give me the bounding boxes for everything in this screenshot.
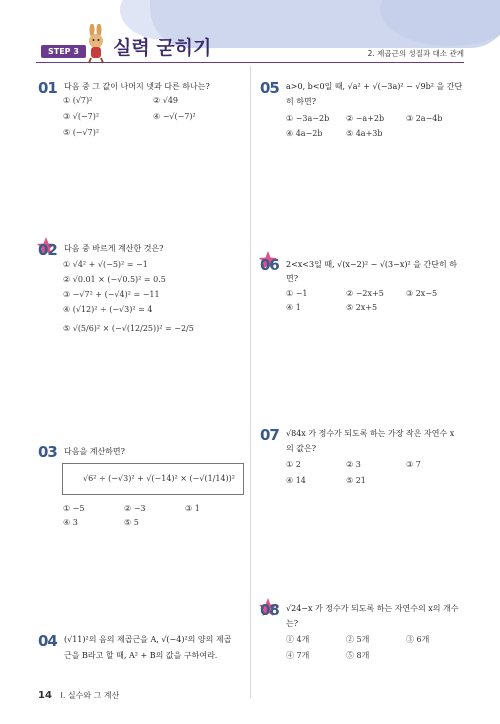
option: ③ 6개 xyxy=(406,635,430,644)
question-04 xyxy=(38,631,57,650)
option: ④ (√12)² ÷ (−√3)² = 4 xyxy=(63,305,153,314)
page-number: 14 xyxy=(38,690,52,701)
option: ① (√7)² xyxy=(63,96,93,105)
question-05 xyxy=(260,78,279,97)
option: ④ 3 xyxy=(63,518,78,527)
option: ① √4² + √(−5)² = −1 xyxy=(63,260,148,269)
option: ④ 4a−2b xyxy=(286,129,323,138)
question-text: a>0, b<0일 때, √a² + √(−3a)² − √9b² 을 간단 xyxy=(286,82,463,91)
rabbit-mascot-icon xyxy=(82,24,110,64)
question-text: √84x 가 정수가 되도록 하는 가장 작은 자연수 x xyxy=(286,429,455,438)
question-text: 히 하면? xyxy=(286,97,317,106)
question-02 xyxy=(38,240,57,259)
page-title: 실력 굳히기 xyxy=(113,37,212,59)
question-08 xyxy=(260,600,279,619)
option: ⑤ 5 xyxy=(124,518,139,527)
question-number: 06 xyxy=(260,256,279,274)
question-number: 01 xyxy=(38,79,57,97)
question-01 xyxy=(38,78,243,97)
question-text: √24−x 가 정수가 되도록 하는 자연수의 x의 개수 xyxy=(286,604,459,613)
question-number: 02 xyxy=(38,241,57,259)
section-title: 2. 제곱근의 성질과 대소 관계 xyxy=(367,49,464,58)
option: ⑤ (−√7)² xyxy=(63,128,100,137)
option: ② 3 xyxy=(346,460,361,469)
option: ③ 1 xyxy=(185,504,200,513)
option: ⑤ 2x+5 xyxy=(346,303,378,312)
chapter-title: Ⅰ. 실수와 그 계산 xyxy=(60,691,120,700)
option: ② −3 xyxy=(124,504,146,513)
question-number: 07 xyxy=(260,426,279,444)
question-03 xyxy=(38,442,57,461)
option: ④ 7개 xyxy=(286,651,310,660)
step-badge: STEP 3 xyxy=(41,45,86,58)
option: ① −1 xyxy=(286,289,308,298)
option: ③ √(−7)² xyxy=(63,112,100,121)
option: ④ 14 xyxy=(286,476,306,485)
question-text: 다음을 계산하면? xyxy=(64,447,125,456)
option: ① 2 xyxy=(286,460,301,469)
option: ② √0.01 × (−√0.5)² = 0.5 xyxy=(63,275,166,284)
question-text: 의 값은? xyxy=(286,444,317,453)
option: ③ −√7² + (−√4)² = −11 xyxy=(63,290,160,299)
question-07 xyxy=(260,425,279,444)
question-number: 04 xyxy=(38,632,57,650)
option: ⑤ 21 xyxy=(346,476,366,485)
header-rule xyxy=(36,62,464,63)
option: ③ 2x−5 xyxy=(406,289,438,298)
question-number: 03 xyxy=(38,443,57,461)
page-footer xyxy=(38,690,119,701)
question-number: 08 xyxy=(260,601,279,619)
question-text: 2<x<3일 때, √(x−2)² − √(3−x)² 을 간단히 하 xyxy=(286,260,457,269)
question-text: 다음 중 바르게 계산한 것은? xyxy=(64,244,164,253)
option: ② −2x+5 xyxy=(346,289,384,298)
expression: √6² ÷ (−√3)² + √(−14)² × (−√(1/14))² xyxy=(83,474,235,483)
expression-box xyxy=(62,463,244,495)
question-text: 는? xyxy=(286,619,299,628)
option: ② √49 xyxy=(153,96,178,105)
option: ④ 1 xyxy=(286,303,301,312)
option: ⑤ 4a+3b xyxy=(346,129,383,138)
question-text: 다음 중 그 값이 나머지 넷과 다른 하나는? xyxy=(64,82,210,91)
option: ① −3a−2b xyxy=(286,114,330,123)
option: ⑤ 8개 xyxy=(346,651,370,660)
question-06 xyxy=(260,255,279,274)
column-divider xyxy=(250,66,251,698)
option: ③ 2a−4b xyxy=(406,114,443,123)
option: ④ −√(−7)² xyxy=(153,112,196,121)
option: ⑤ √(5/6)² × (−√(12/25))² = −2/5 xyxy=(63,324,194,333)
option: ① 4개 xyxy=(286,635,310,644)
question-number: 05 xyxy=(260,79,279,97)
question-text: 근을 B라고 할 때, A² + B의 값을 구하여라. xyxy=(64,651,218,660)
option: ② 5개 xyxy=(346,635,370,644)
option: ① −5 xyxy=(63,504,85,513)
question-text: 면? xyxy=(286,274,299,283)
option: ② −a+2b xyxy=(346,114,385,123)
option: ③ 7 xyxy=(406,460,421,469)
question-text: (√11)²의 음의 제곱근을 A, √(−4)²의 양의 제곱 xyxy=(64,635,232,644)
